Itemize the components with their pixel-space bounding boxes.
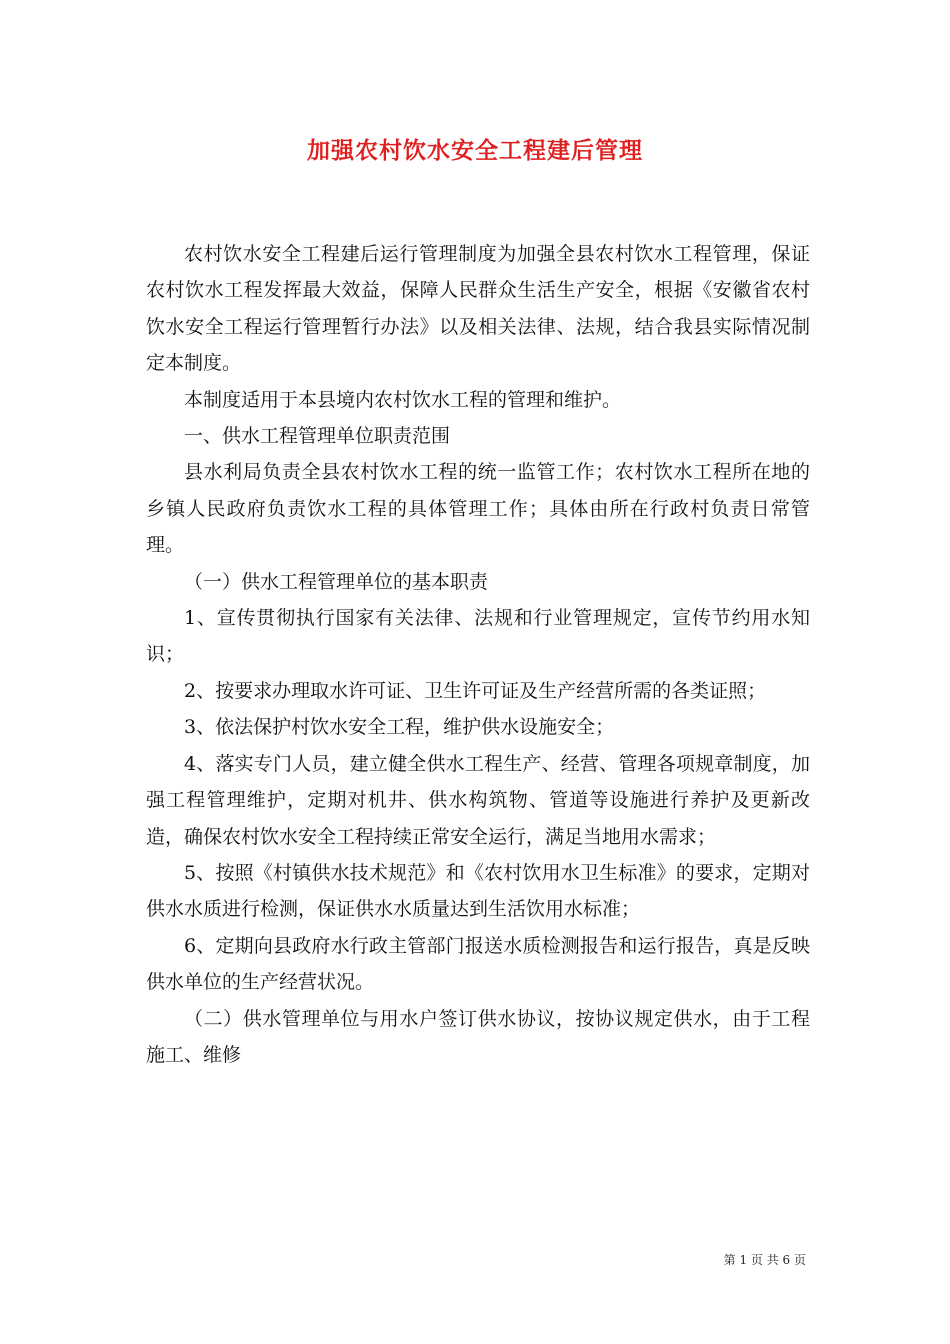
paragraph-responsibility: 县水利局负责全县农村饮水工程的统一监管工作；农村饮水工程所在地的乡镇人民政府负责饮水工程的具体管理工作；具体由所在行政村负责日常管理。 <box>146 461 810 557</box>
document-title: 加强农村饮水安全工程建后管理 <box>307 137 643 164</box>
paragraph-intro: 农村饮水安全工程建后运行管理制度为加强全县农村饮水工程管理，保证农村饮水工程发挥最大效益，保障人民群众生活生产安全，根据《安徽省农村饮水安全工程运行管理暂行办法》以及相关法律、法规，结合我县实际情况制定本制度。 <box>146 243 810 375</box>
paragraph-scope: 本制度适用于本县境内农村饮水工程的管理和维护。 <box>184 388 622 411</box>
section-heading-1: 一、供水工程管理单位职责范围 <box>184 425 451 448</box>
list-item-3: 3、依法保护村饮水安全工程，维护供水设施安全； <box>184 716 615 739</box>
list-item-6: 6、定期向县政府水行政主管部门报送水质检测报告和运行报告，真是反映供水单位的生产经营状况。 <box>146 934 810 994</box>
page-number-footer: 第 1 页 共 6 页 <box>723 1253 806 1267</box>
subsection-heading-2: （二）供水管理单位与用水户签订供水协议，按协议规定供水，由于工程施工、维修 <box>146 1007 810 1066</box>
list-item-4: 4、落实专门人员，建立健全供水工程生产、经营、管理各项规章制度，加强工程管理维护，定期对机井、供水构筑物、管道等设施进行养护及更新改造，确保农村饮水安全工程持续正常安全运行，满足当地用水需求； <box>146 752 810 848</box>
list-item-2: 2、按要求办理取水许可证、卫生许可证及生产经营所需的各类证照； <box>184 679 767 702</box>
subsection-heading-1: （一）供水工程管理单位的基本职责 <box>184 570 489 593</box>
list-item-1: 1、宣传贯彻执行国家有关法律、法规和行业管理规定，宣传节约用水知识； <box>146 607 810 666</box>
document-body <box>146 236 810 1073</box>
list-item-5: 5、按照《村镇供水技术规范》和《农村饮用水卫生标准》的要求，定期对供水水质进行检测，保证供水水质量达到生活饮用水标准； <box>146 861 810 921</box>
